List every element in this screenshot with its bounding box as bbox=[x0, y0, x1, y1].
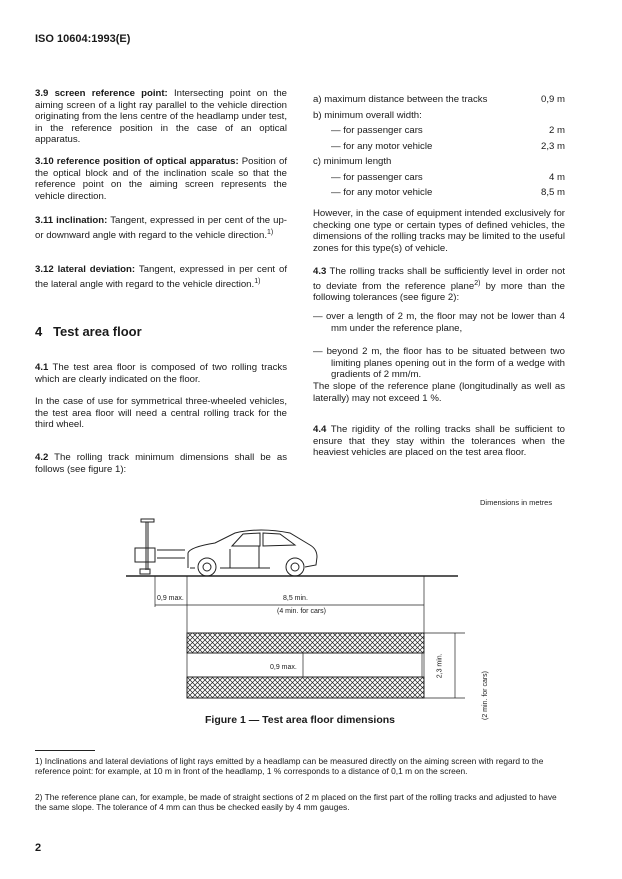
dimension-item bbox=[313, 108, 565, 124]
clause-4-4 bbox=[313, 424, 565, 459]
clause-number: 3.9 bbox=[35, 88, 49, 99]
paragraph-three-wheeled: In the case of use for symmetrical three-wheeled vehicles, the test area floor will need a central rolling track for the third wheel. bbox=[35, 396, 287, 431]
definition: Intersecting point on the aiming screen of a light ray parallel to the vehicle direction originating from the lens centre of the headlamp under test, in the reference position in the case of an optical apparatus. bbox=[35, 88, 288, 146]
dim-label: (4 min. for cars) bbox=[277, 608, 327, 615]
clause-4-3 bbox=[313, 266, 565, 304]
dimension-item bbox=[313, 170, 565, 186]
clause-text: The test area floor is composed of two rolling tracks which are clearly indicated on the floor. bbox=[35, 362, 287, 385]
dimension-item bbox=[313, 92, 565, 108]
dimension-value: 2 m bbox=[549, 125, 565, 136]
dimension-label: b) minimum overall width: bbox=[313, 109, 422, 121]
paragraph-slope: The slope of the reference plane (longitudinally as well as laterally) may not exceed 1 %. bbox=[313, 381, 565, 404]
dimension-label: — for any motor vehicle bbox=[331, 140, 433, 152]
clause-3-12 bbox=[35, 264, 287, 290]
dimension-label: — for any motor vehicle bbox=[331, 187, 433, 198]
clause-number: 3.10 bbox=[35, 156, 54, 167]
clause-4-2 bbox=[35, 452, 287, 475]
footnote-ref[interactable]: 2) bbox=[474, 279, 481, 287]
paragraph-however: However, in the case of equipment intended exclusively for checking one type or certain types of defined vehicles, the dimensions of the rolling tracks may be limited to the useful zones for this type(s) of vehicle. bbox=[313, 208, 565, 254]
definition: Tangent, expressed in per cent of the up- or downward angle with regard to the vehicle direction. bbox=[35, 215, 287, 241]
term: inclination: bbox=[56, 215, 108, 226]
section-heading: 4 Test area floor bbox=[35, 324, 142, 339]
clause-number: 4.2 bbox=[35, 452, 49, 463]
clause-text: The rolling track minimum dimensions shall be as follows (see figure 1): bbox=[35, 452, 287, 475]
figure-caption: Figure 1 — Test area floor dimensions bbox=[205, 714, 396, 726]
clause-3-10 bbox=[35, 156, 287, 202]
clause-number: 4.4 bbox=[313, 424, 327, 435]
bullet-item: — beyond 2 m, the floor has to be situated between two limiting planes opening out in the form of a wedge with gradients of 2 mm/m. bbox=[313, 346, 565, 381]
term: screen reference point: bbox=[54, 88, 168, 99]
footnote-1: 1) Inclinations and lateral deviations of light rays emitted by a headlamp can be measured directly on the aiming screen with regard to the reference point: for example, at 10 m in front of the headlamp, 1 % corresponds to a distance of 0,1 m on the screen. bbox=[35, 756, 544, 777]
dimension-label: — for passenger cars bbox=[331, 171, 423, 183]
dimension-label: a) maximum distance between the tracks bbox=[313, 94, 488, 105]
dimension-item bbox=[313, 154, 565, 170]
term: lateral deviation: bbox=[57, 264, 136, 275]
dim-label: 0,9 max. bbox=[270, 664, 297, 671]
dimension-item bbox=[313, 139, 565, 155]
dimension-value: 0,9 m bbox=[541, 94, 565, 105]
dim-label: (2 min. for cars) bbox=[482, 670, 489, 720]
page-number: 2 bbox=[35, 842, 42, 854]
dimension-list bbox=[313, 92, 565, 201]
rolling-track-right bbox=[187, 677, 424, 698]
footnote-ref[interactable]: 1) bbox=[254, 277, 261, 285]
dimension-item bbox=[313, 123, 565, 139]
clause-number: 3.12 bbox=[35, 264, 54, 275]
clause-text: The rigidity of the rolling tracks shall be sufficient to ensure that they stay within the tolerances when the heaviest vehicles are placed on the test area floor. bbox=[313, 424, 565, 459]
clause-text: The rolling tracks shall be sufficiently level in order not to deviate from the reference plane bbox=[313, 266, 566, 292]
dimension-item bbox=[313, 185, 565, 201]
dimension-label: c) minimum length bbox=[313, 156, 392, 167]
bullet-item: — over a length of 2 m, the floor may not be lower than 4 mm under the reference plane, bbox=[313, 311, 565, 334]
term: reference position of optical apparatus: bbox=[56, 156, 239, 167]
definition: Position of the optical block and of the inclination scale so that the reference point on the aiming screen represents the vehicle direction. bbox=[35, 156, 287, 202]
dim-label: 2,3 min. bbox=[436, 653, 444, 679]
definition: Tangent, expressed in per cent of the lateral angle with regard to the vehicle direction. bbox=[35, 264, 287, 290]
clause-number: 3.11 bbox=[35, 215, 54, 226]
clause-number: 4.1 bbox=[35, 362, 49, 373]
rolling-track-left bbox=[187, 633, 424, 653]
dimension-value: 2,3 m bbox=[541, 140, 565, 152]
footnote-divider bbox=[35, 750, 95, 751]
clause-text: by more than the following tolerances (see figure 2): bbox=[313, 280, 565, 304]
clause-number: 4.3 bbox=[313, 266, 327, 277]
dim-label: 8,5 min. bbox=[283, 595, 308, 602]
footnote-ref[interactable]: 1) bbox=[266, 228, 274, 236]
headlamp-tester-icon bbox=[135, 519, 185, 574]
clause-4-1 bbox=[35, 362, 287, 385]
clause-3-9 bbox=[35, 88, 287, 146]
dimension-value: 4 m bbox=[549, 171, 565, 183]
footnote-2: 2) The reference plane can, for example, be made of straight sections of 2 m placed on the first part of the rolling tracks and adjusted to have the same slope. The tolerance of 4 mm can thus be checked easily by 4 mm gauges. bbox=[35, 792, 557, 813]
page-header: ISO 10604:1993(E) bbox=[35, 33, 131, 45]
dimension-label: — for passenger cars bbox=[331, 125, 423, 136]
clause-3-11 bbox=[35, 215, 287, 241]
car-icon bbox=[188, 530, 317, 576]
units-note: Dimensions in metres bbox=[480, 498, 553, 507]
dimension-value: 8,5 m bbox=[541, 187, 565, 198]
dim-label: 0,9 max. bbox=[157, 595, 184, 602]
figure-1-diagram bbox=[120, 505, 570, 705]
